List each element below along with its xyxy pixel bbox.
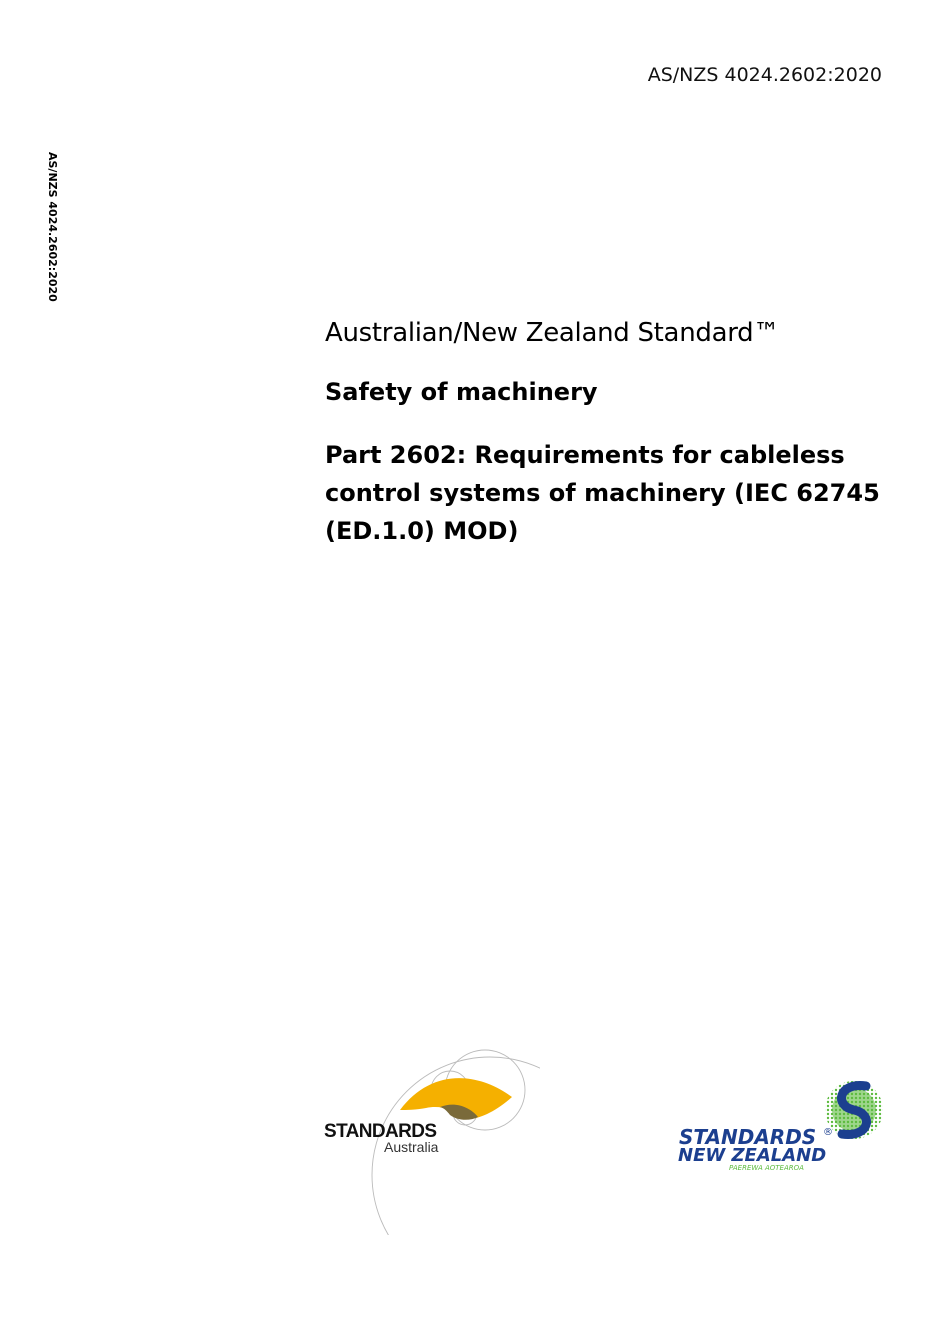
standards-new-zealand-logo [670,1072,890,1182]
logo-nz-line1: STANDARDS [679,1125,817,1149]
standards-australia-logo [320,1015,540,1235]
document-number: AS/NZS 4024.2602:2020 [647,64,882,86]
standard-series: Australian/New Zealand Standard™ [325,318,780,348]
logo-nz-registered: ® [823,1127,833,1138]
title-block [325,318,885,550]
document-title: Safety of machinery [325,378,598,406]
logo-sa-line1: STANDARDS [324,1121,437,1142]
logo-nz-line2: NEW ZEALAND [678,1145,827,1166]
logo-nz-line3: PAEREWA AOTEAROA [729,1164,804,1172]
logo-sa-line2: Australia [384,1139,439,1155]
spine-label [41,152,63,312]
spine-document-number: AS/NZS 4024.2602:2020 [46,152,59,302]
part-title: Part 2602: Requirements for cableless control systems of machinery (IEC 62745 (ED.1.0) MOD) [325,441,880,545]
